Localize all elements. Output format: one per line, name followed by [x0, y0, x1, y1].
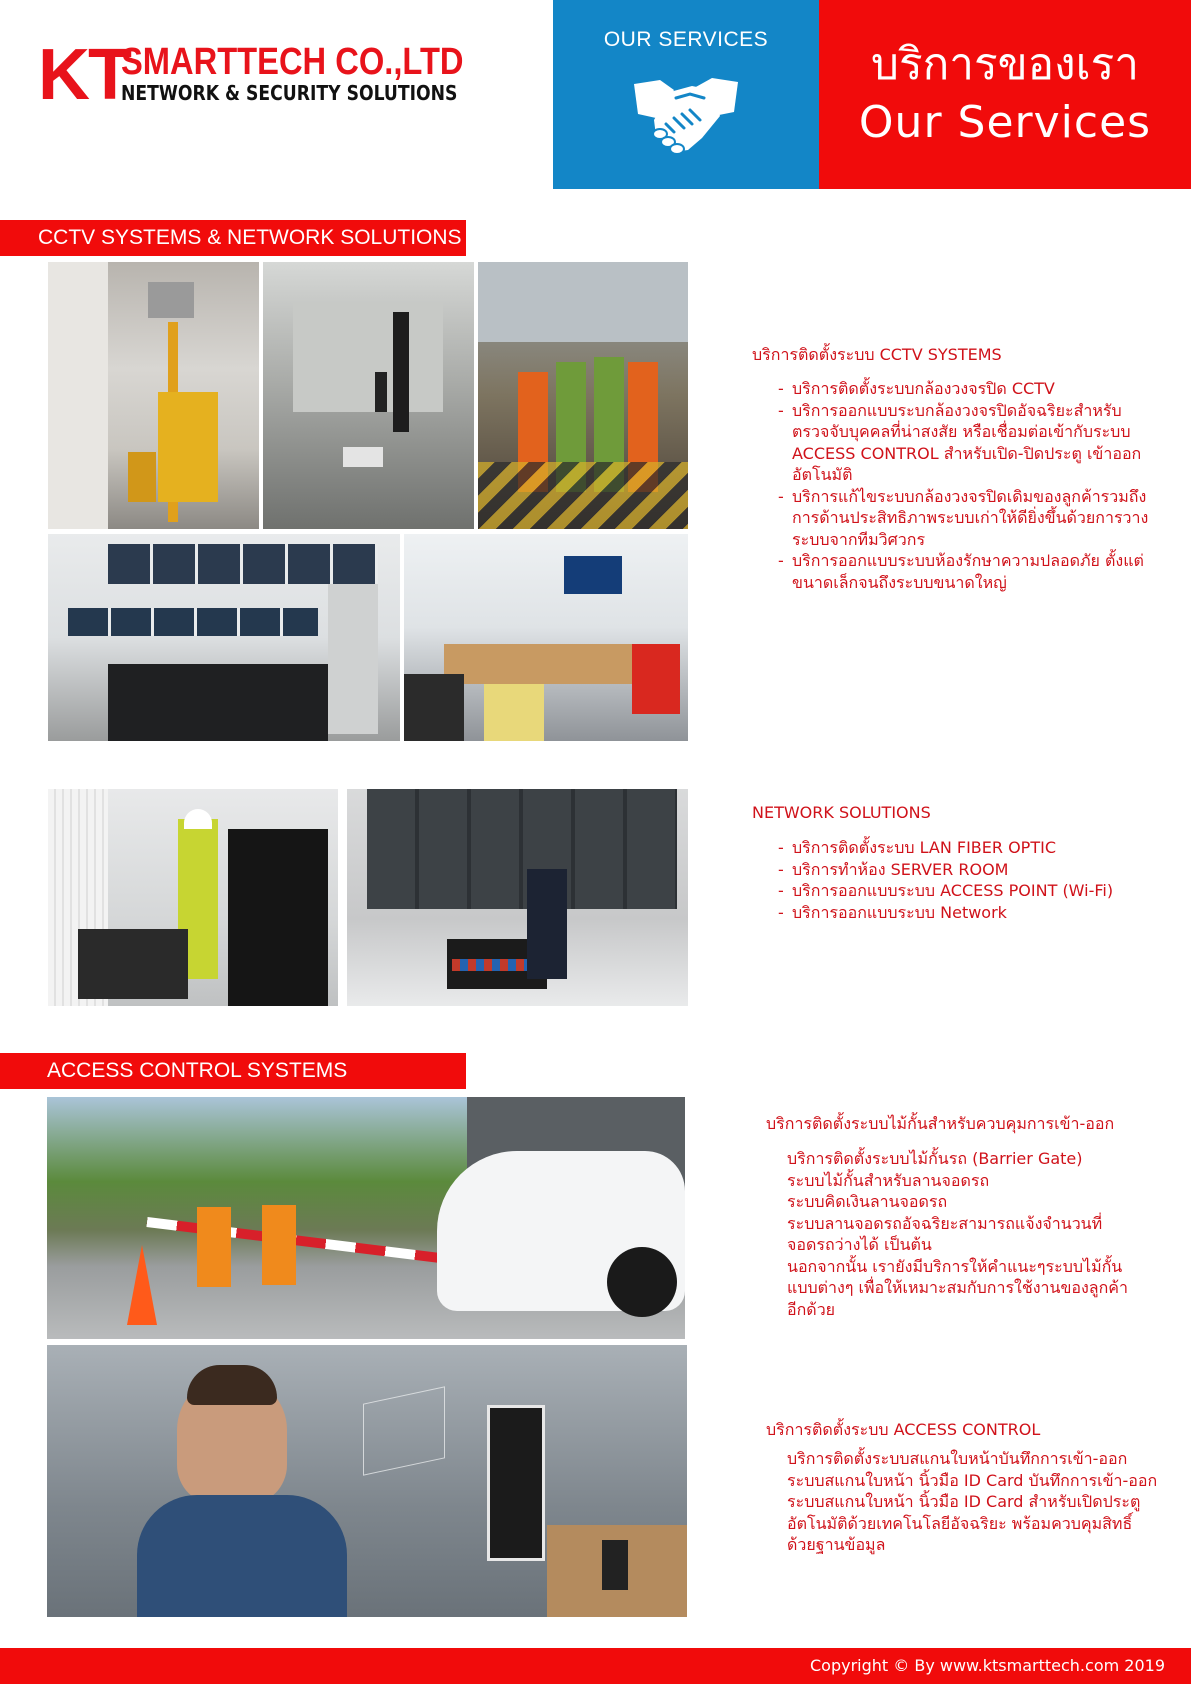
- photo-server-room: [347, 789, 688, 1006]
- network-service-list: [778, 837, 1158, 923]
- photo-face-recognition: [47, 1345, 687, 1617]
- photo-room-cabling: [263, 262, 474, 529]
- text-line: แบบต่างๆ เพื่อให้เหมาะสมกับการใช้งานของลูกค้า: [787, 1278, 1128, 1297]
- list-item: - บริการออกแบบระบบห้องรักษาความปลอดภัย ตั้งแต่ขนาดเล็กจนถึงระบบขนาดใหญ่: [778, 550, 1150, 593]
- list-item: - บริการออกแบบระบบ ACCESS POINT (Wi-Fi): [778, 880, 1158, 902]
- text-line: จอดรถว่างได้ เป็นต้น: [787, 1235, 932, 1254]
- text-line: ด้วยฐานข้อมูล: [787, 1535, 886, 1554]
- photo-engineering-team: [478, 262, 688, 529]
- list-item: - บริการติดตั้งระบบกล้องวงจรปิด CCTV: [778, 378, 1150, 400]
- logo-company-name: SMARTTECH CO.,LTD: [121, 41, 464, 83]
- photo-barrier-gate: [47, 1097, 685, 1339]
- photo-lift-installation: [48, 262, 259, 529]
- section-banner-cctv-label: CCTV SYSTEMS & NETWORK SOLUTIONS: [38, 226, 462, 249]
- text-line: นอกจากนั้น เรายังมีบริการให้คำแนะๆระบบไม้กั้น: [787, 1256, 1123, 1276]
- handshake-icon: [630, 76, 742, 160]
- access-control-heading: บริการติดตั้งระบบ ACCESS CONTROL: [766, 1420, 1041, 1439]
- barrier-description: [787, 1148, 1167, 1320]
- photo-meeting-room: [404, 534, 688, 741]
- footer-copyright: Copyright © By www.ktsmarttech.com 2019: [810, 1656, 1165, 1675]
- list-item: - บริการติดตั้งระบบ LAN FIBER OPTIC: [778, 837, 1158, 859]
- text-line: อีกด้วย: [787, 1299, 836, 1319]
- list-item: - บริการออกแบบระบบ Network: [778, 902, 1158, 924]
- cctv-service-list: [778, 378, 1150, 593]
- text-line: บริการติดตั้งระบบไม้กั้นรถ (Barrier Gate): [787, 1149, 1083, 1168]
- section-banner-access-control-label: ACCESS CONTROL SYSTEMS: [47, 1059, 348, 1082]
- list-item: - บริการออกแบบระบกล้องวงจรปิดอัจฉริยะสำหรับ ตรวจจับบุคคลที่น่าสงสัย หรือเชื่อมต่อเข้ากับระบบ ACCESS CONTROL สำหรับเปิด-ปิดประตู เข้าออก อัตโนมัติ: [778, 400, 1150, 486]
- access-control-description: [787, 1448, 1177, 1556]
- text-line: อัตโนมัติด้วยเทคโนโลยีอัจฉริยะ พร้อมควบคุมสิทธิ์: [787, 1513, 1133, 1533]
- list-item: - บริการทำห้อง SERVER ROOM: [778, 859, 1158, 881]
- network-heading: NETWORK SOLUTIONS: [752, 803, 931, 822]
- section-banner-access-control: [0, 1053, 466, 1089]
- logo-tagline: NETWORK & SECURITY SOLUTIONS: [121, 81, 458, 105]
- text-line: ระบบสแกนใบหน้า นิ้วมือ ID Card สำหรับเปิดประตู: [787, 1492, 1141, 1511]
- our-services-label: OUR SERVICES: [603, 28, 769, 51]
- list-item: - บริการแก้ไขระบบกล้องวงจรปิดเดิมของลูกค้ารวมถึง การด้านประสิทธิภาพระบบเก่าให้ดียิ่งขึ้นด้วยการวาง ระบบจากทีมวิศวกร: [778, 486, 1150, 551]
- section-banner-cctv: [0, 220, 466, 256]
- text-line: บริการติดตั้งระบบสแกนใบหน้าบันทึกการเข้า-ออก: [787, 1449, 1128, 1468]
- footer-bar: [0, 1648, 1191, 1684]
- services-title-panel: [819, 0, 1191, 189]
- barrier-heading: บริการติดตั้งระบบไม้กั้นสำหรับควบคุมการเข้า-ออก: [766, 1114, 1115, 1133]
- photo-cctv-control-room: [48, 534, 400, 741]
- text-line: ระบบสแกนใบหน้า นิ้วมือ ID Card บันทึกการเข้า-ออก: [787, 1470, 1158, 1490]
- cctv-heading: บริการติดตั้งระบบ CCTV SYSTEMS: [752, 345, 1002, 364]
- photo-network-technicians: [48, 789, 338, 1006]
- text-line: ระบบคิดเงินลานจอดรถ: [787, 1192, 948, 1211]
- logo-kt: KT: [38, 35, 130, 115]
- text-line: ระบบไม้กั้นสำหรับลานจอดรถ: [787, 1170, 990, 1190]
- text-line: ระบบลานจอดรถอัจฉริยะสามารถแจ้งจำนวนที่: [787, 1213, 1103, 1233]
- services-title-english: Our Services: [858, 97, 1152, 148]
- services-title-thai: บริการของเรา: [871, 39, 1139, 90]
